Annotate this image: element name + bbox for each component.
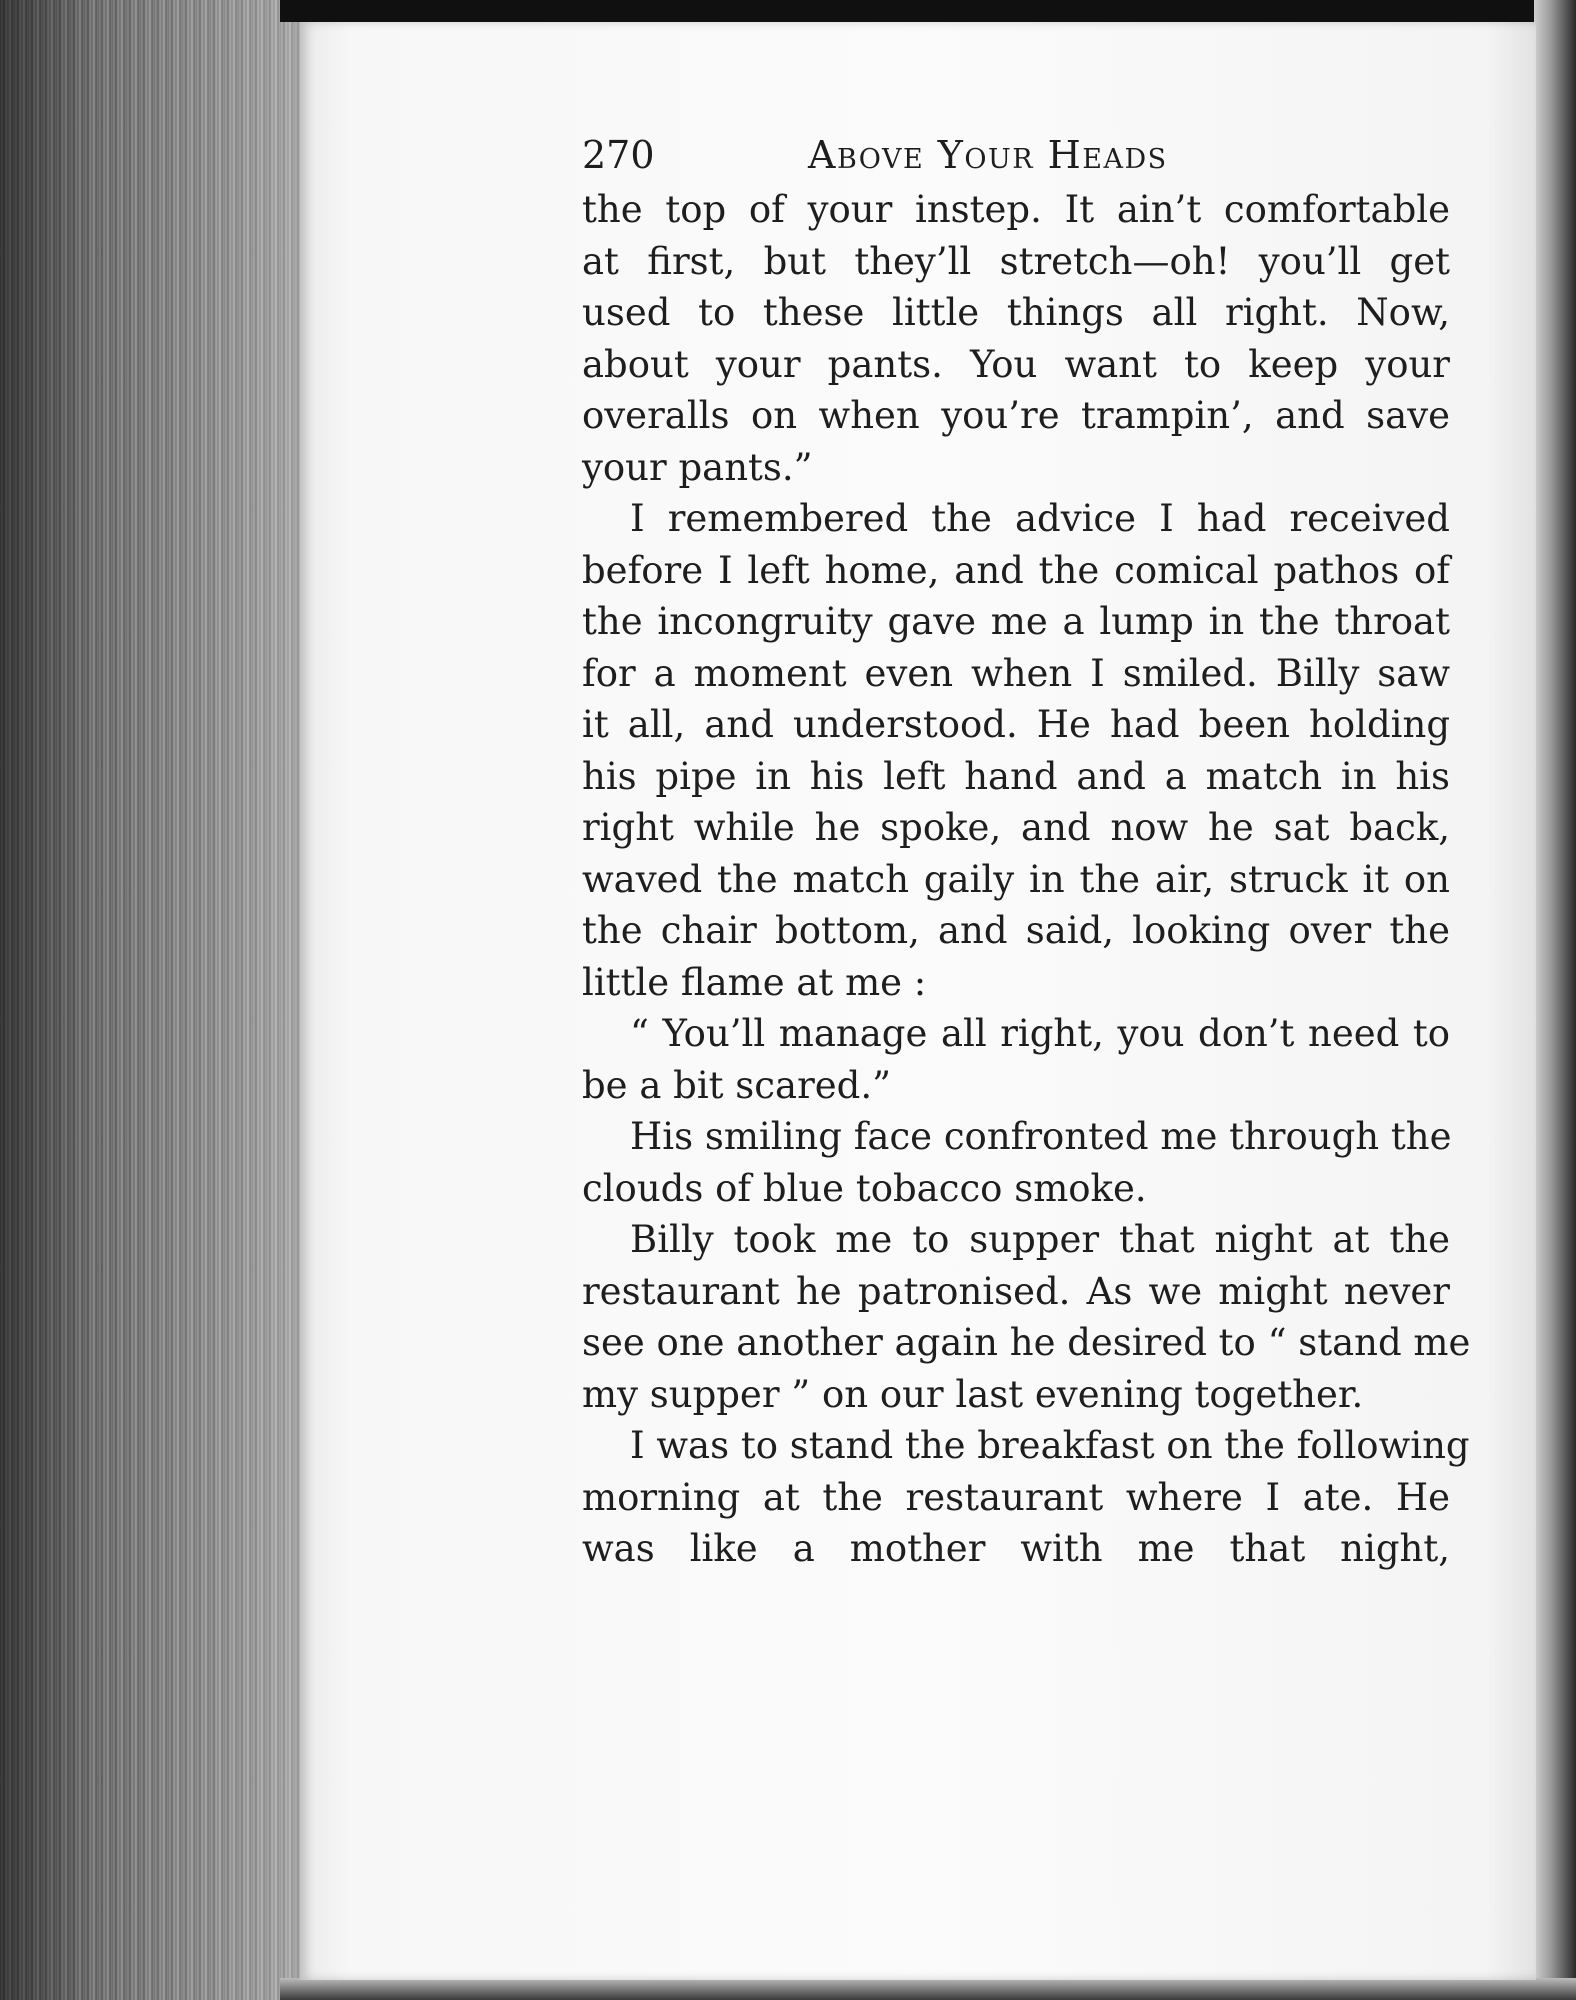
text-line: your pants.” bbox=[582, 445, 813, 489]
book-page bbox=[300, 22, 1536, 1980]
page-edge-right bbox=[1534, 0, 1576, 2000]
text-line: the top of your instep. It ain’t comfortable bbox=[582, 188, 1450, 231]
text-line: morning at the restaurant where I ate. He bbox=[582, 1475, 1450, 1519]
text-line: see one another again he desired to “ stand me bbox=[582, 1321, 1471, 1364]
running-head bbox=[582, 130, 1450, 184]
text-line: it all, and understood. He had been holding bbox=[582, 703, 1450, 746]
text-line: my supper ” on our last evening together. bbox=[582, 1372, 1364, 1416]
text-line: used to these little things all right. Now, bbox=[582, 291, 1450, 334]
page-edges-left bbox=[0, 0, 312, 2000]
text-line: “ You’ll manage all right, you don’t need to bbox=[630, 1012, 1450, 1055]
text-line: restaurant he patronised. As we might never bbox=[582, 1269, 1450, 1313]
top-shadow bbox=[280, 0, 1576, 22]
text-line: waved the match gaily in the air, struck it on bbox=[582, 857, 1450, 901]
text-line: at first, but they’ll stretch—oh! you’ll get bbox=[582, 239, 1450, 283]
text-line: before I left home, and the comical pathos of bbox=[582, 548, 1450, 592]
page-number: 270 bbox=[582, 133, 655, 177]
text-line: his pipe in his left hand and a match in his bbox=[582, 754, 1450, 798]
text-line: clouds of blue tobacco smoke. bbox=[582, 1166, 1147, 1210]
text-line: right while he spoke, and now he sat back, bbox=[582, 806, 1450, 849]
text-line: the incongruity gave me a lump in the throat bbox=[582, 600, 1450, 643]
page-edge-bottom bbox=[280, 1978, 1576, 2000]
text-line: I remembered the advice I had received bbox=[630, 497, 1450, 540]
text-line: the chair bottom, and said, looking over the bbox=[582, 909, 1450, 952]
text-line: about your pants. You want to keep your bbox=[582, 342, 1450, 386]
text-line: was like a mother with me that night, bbox=[582, 1527, 1450, 1570]
text-line: overalls on when you’re trampin’, and save bbox=[582, 394, 1450, 437]
text-line: I was to stand the breakfast on the following bbox=[630, 1424, 1470, 1467]
running-title: Above Your Heads bbox=[808, 133, 1168, 177]
text-line: for a moment even when I smiled. Billy saw bbox=[582, 651, 1450, 695]
text-line: be a bit scared.” bbox=[582, 1063, 892, 1107]
text-line: Billy took me to supper that night at the bbox=[630, 1218, 1450, 1261]
text-block bbox=[582, 130, 1471, 1575]
text-line: His smiling face confronted me through the bbox=[630, 1115, 1452, 1158]
text-line: little flame at me : bbox=[582, 960, 927, 1004]
